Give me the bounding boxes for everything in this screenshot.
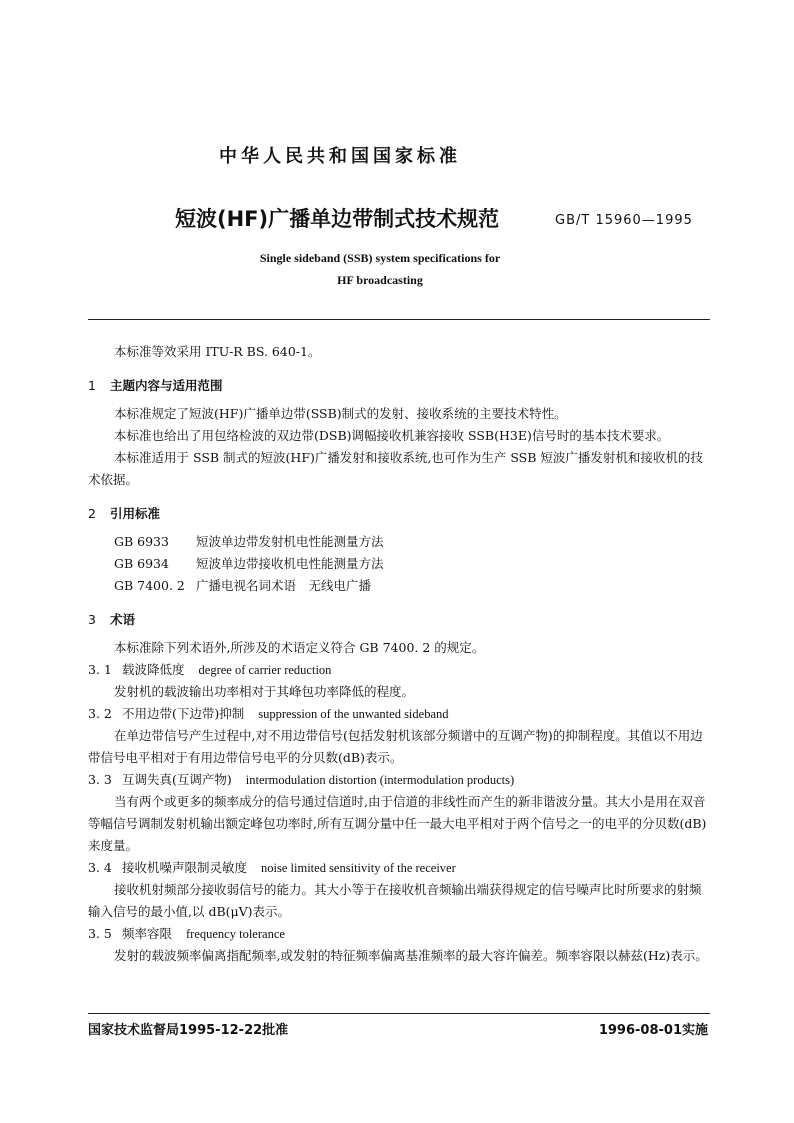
standard-number: GB/T 15960—1995 xyxy=(555,213,693,228)
reference-code: GB 7400. 2 xyxy=(114,578,185,593)
english-title-line-2: HF broadcasting xyxy=(337,273,423,287)
intro-paragraph: 本标准等效采用 ITU-R BS. 640-1。 xyxy=(114,344,321,359)
term-english: frequency tolerance xyxy=(186,927,285,941)
term-definition: 接收机射频部分接收弱信号的能力。其大小等于在接收机音频输出端获得规定的信号噪声比时所要求的射频输入信号的最小值,以 dB(μV)表示。 xyxy=(88,882,702,919)
term-number: 3. 2 xyxy=(88,706,112,721)
footer-divider xyxy=(88,1013,710,1014)
term-heading xyxy=(88,857,710,879)
term-english: intermodulation distortion (intermodulation products) xyxy=(245,773,515,787)
term-heading xyxy=(88,703,710,725)
term-chinese: 不用边带(下边带)抑制 xyxy=(122,706,245,721)
implementation-date: 1996-08-01实施 xyxy=(598,1023,708,1038)
term-chinese: 频率容限 xyxy=(122,926,173,941)
english-title xyxy=(150,247,610,291)
term-definition: 发射机的载波输出功率相对于其峰包功率降低的程度。 xyxy=(114,684,415,699)
term-number: 3. 5 xyxy=(88,926,112,941)
reference-item xyxy=(88,531,710,553)
reference-title: 广播电视名词术语 无线电广播 xyxy=(196,578,372,593)
paragraph: 本标准适用于 SSB 制式的短波(HF)广播发射和接收系统,也可作为生产 SSB 短波广播发射机和接收机的技术依据。 xyxy=(88,450,703,487)
section-heading xyxy=(88,609,710,631)
term-number: 3. 4 xyxy=(88,860,112,875)
section-heading xyxy=(88,503,710,525)
reference-code: GB 6933 xyxy=(114,534,169,549)
document-title: 短波(HF)广播单边带制式技术规范 xyxy=(175,207,500,231)
term-definition: 在单边带信号产生过程中,对不用边带信号(包括发射机该部分频谱中的互调产物)的抑制程度。其值以不用边带信号电平相对于有用边带信号电平的分贝数(dB)表示。 xyxy=(88,728,703,765)
term-heading xyxy=(88,769,710,791)
term-heading xyxy=(88,923,710,945)
english-title-line-1: Single sideband (SSB) system specifications for xyxy=(259,251,501,265)
national-standard-heading: 中华人民共和国国家标准 xyxy=(219,146,461,167)
paragraph: 本标准规定了短波(HF)广播单边带(SSB)制式的发射、接收系统的主要技术特性。 xyxy=(114,406,567,421)
term-number: 3. 1 xyxy=(88,662,112,677)
approval-date: 国家技术监督局1995-12-22批准 xyxy=(88,1023,289,1038)
reference-code: GB 6934 xyxy=(114,556,169,571)
section-number: 2 xyxy=(88,506,96,521)
section-number: 3 xyxy=(88,612,96,627)
section-number: 1 xyxy=(88,378,96,393)
document-body xyxy=(88,341,710,967)
reference-item xyxy=(88,575,710,597)
term-chinese: 载波降低度 xyxy=(122,662,185,677)
term-chinese: 互调失真(互调产物) xyxy=(122,772,232,787)
term-english: noise limited sensitivity of the receiver xyxy=(261,861,456,875)
section-heading xyxy=(88,375,710,397)
section-title: 术语 xyxy=(110,612,136,627)
term-definition: 发射的载波频率偏离指配频率,或发射的特征频率偏离基准频率的最大容许偏差。频率容限以赫兹(Hz)表示。 xyxy=(114,948,708,963)
reference-title: 短波单边带接收机电性能测量方法 xyxy=(196,556,384,571)
header-divider xyxy=(88,319,710,320)
section-title: 引用标准 xyxy=(110,506,161,521)
reference-title: 短波单边带发射机电性能测量方法 xyxy=(196,534,384,549)
term-english: degree of carrier reduction xyxy=(198,663,332,677)
section-title: 主题内容与适用范围 xyxy=(110,378,223,393)
term-chinese: 接收机噪声限制灵敏度 xyxy=(122,860,248,875)
paragraph: 本标准也给出了用包络检波的双边带(DSB)调幅接收机兼容接收 SSB(H3E)信号时的基本技术要求。 xyxy=(114,428,670,443)
paragraph: 本标准除下列术语外,所涉及的术语定义符合 GB 7400. 2 的规定。 xyxy=(114,640,485,655)
reference-item xyxy=(88,553,710,575)
term-heading xyxy=(88,659,710,681)
term-definition: 当有两个或更多的频率成分的信号通过信道时,由于信道的非线性而产生的新非谐波分量。其大小是用在双音等幅信号调制发射机输出额定峰包功率时,所有互调分量中任一最大电平相对于两个信号之一的电平的分贝数(dB)来度量。 xyxy=(88,794,707,853)
term-number: 3. 3 xyxy=(88,772,112,787)
term-english: suppression of the unwanted sideband xyxy=(258,707,449,721)
